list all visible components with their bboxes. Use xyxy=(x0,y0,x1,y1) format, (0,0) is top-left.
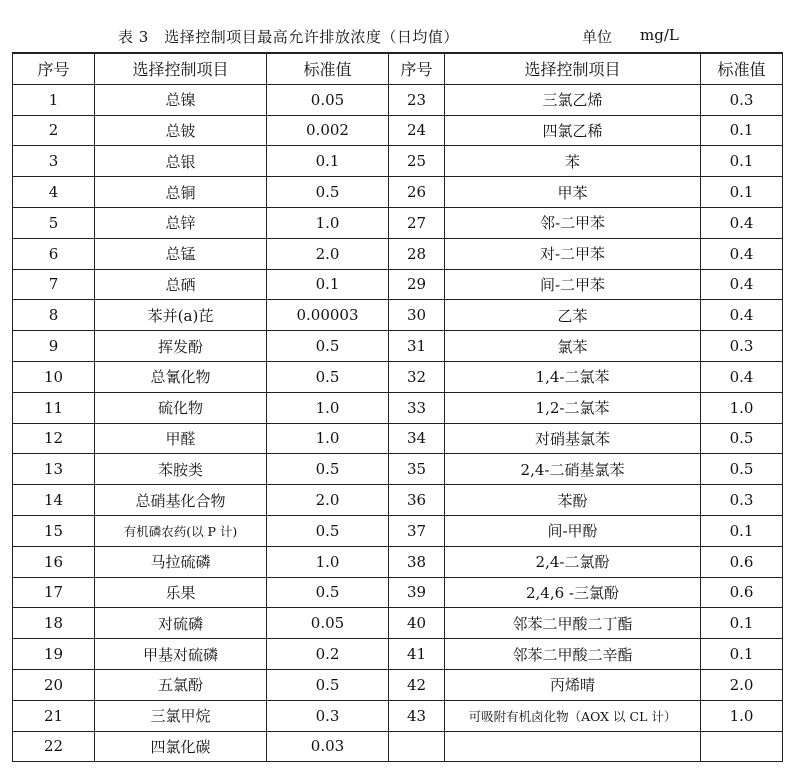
left-item-cell: 总硝基化合物 xyxy=(95,485,267,516)
left-item-cell: 总镍 xyxy=(95,84,267,115)
table-row xyxy=(13,639,783,670)
right-value-cell: 1.0 xyxy=(701,700,783,731)
table-row xyxy=(13,238,783,269)
header-item-right: 选择控制项目 xyxy=(445,53,701,84)
left-value-cell: 2.0 xyxy=(267,485,389,516)
header-no-left: 序号 xyxy=(13,53,95,84)
left-value-cell: 0.1 xyxy=(267,146,389,177)
left-item-cell: 苯胺类 xyxy=(95,454,267,485)
right-item-cell: 苯酚 xyxy=(445,485,701,516)
right-item-cell: 1,4-二氯苯 xyxy=(445,361,701,392)
left-no-cell: 10 xyxy=(13,361,95,392)
header-item-left: 选择控制项目 xyxy=(95,53,267,84)
header-row xyxy=(13,53,783,84)
right-item-cell: 间-甲酚 xyxy=(445,515,701,546)
left-item-cell: 对硫磷 xyxy=(95,608,267,639)
table-row xyxy=(13,84,783,115)
left-value-cell: 0.03 xyxy=(267,731,389,762)
left-item-cell: 总硒 xyxy=(95,269,267,300)
right-item-cell: 氯苯 xyxy=(445,331,701,362)
table-row xyxy=(13,146,783,177)
right-value-cell: 0.1 xyxy=(701,115,783,146)
right-no-cell: 31 xyxy=(389,331,445,362)
left-no-cell: 18 xyxy=(13,608,95,639)
left-value-cell: 0.5 xyxy=(267,454,389,485)
right-no-cell: 30 xyxy=(389,300,445,331)
left-no-cell: 14 xyxy=(13,485,95,516)
left-no-cell: 1 xyxy=(13,84,95,115)
left-no-cell: 15 xyxy=(13,515,95,546)
left-value-cell: 2.0 xyxy=(267,238,389,269)
right-item-cell: 乙苯 xyxy=(445,300,701,331)
right-value-cell: 0.1 xyxy=(701,177,783,208)
right-item-cell: 可吸附有机卤化物（AOX 以 CL 计） xyxy=(445,700,701,731)
left-value-cell: 1.0 xyxy=(267,392,389,423)
table-row xyxy=(13,546,783,577)
right-item-cell: 甲苯 xyxy=(445,177,701,208)
left-value-cell: 1.0 xyxy=(267,546,389,577)
table-caption xyxy=(0,22,800,50)
left-value-cell: 0.5 xyxy=(267,515,389,546)
left-no-cell: 21 xyxy=(13,700,95,731)
left-no-cell: 22 xyxy=(13,731,95,762)
table-row xyxy=(13,300,783,331)
left-no-cell: 19 xyxy=(13,639,95,670)
left-item-cell: 总锰 xyxy=(95,238,267,269)
left-item-cell: 有机磷农药(以 P 计) xyxy=(95,515,267,546)
left-item-cell: 总铜 xyxy=(95,177,267,208)
table-row xyxy=(13,731,783,762)
right-no-cell: 32 xyxy=(389,361,445,392)
header-value-right: 标准值 xyxy=(701,53,783,84)
right-value-cell: 0.3 xyxy=(701,485,783,516)
right-no-cell: 26 xyxy=(389,177,445,208)
right-no-cell: 25 xyxy=(389,146,445,177)
right-item-cell: 1,2-二氯苯 xyxy=(445,392,701,423)
right-no-cell: 29 xyxy=(389,269,445,300)
left-item-cell: 四氯化碳 xyxy=(95,731,267,762)
left-no-cell: 6 xyxy=(13,238,95,269)
left-item-cell: 甲醛 xyxy=(95,423,267,454)
left-item-cell: 硫化物 xyxy=(95,392,267,423)
table-row xyxy=(13,700,783,731)
table-title: 表 3 选择控制项目最高允许排放浓度（日均值） xyxy=(118,28,459,46)
right-value-cell: 0.1 xyxy=(701,146,783,177)
left-no-cell: 5 xyxy=(13,207,95,238)
table-row xyxy=(13,331,783,362)
right-item-cell: 四氯乙稀 xyxy=(445,115,701,146)
left-item-cell: 总锌 xyxy=(95,207,267,238)
right-value-cell: 0.1 xyxy=(701,515,783,546)
right-value-cell: 0.3 xyxy=(701,84,783,115)
right-value-cell: 0.1 xyxy=(701,608,783,639)
right-no-cell: 43 xyxy=(389,700,445,731)
right-value-cell xyxy=(701,731,783,762)
right-no-cell: 27 xyxy=(389,207,445,238)
right-value-cell: 0.5 xyxy=(701,423,783,454)
right-item-cell: 邻-二甲苯 xyxy=(445,207,701,238)
right-item-cell: 对硝基氯苯 xyxy=(445,423,701,454)
left-value-cell: 0.1 xyxy=(267,269,389,300)
right-no-cell: 23 xyxy=(389,84,445,115)
right-value-cell: 2.0 xyxy=(701,669,783,700)
table-row xyxy=(13,423,783,454)
right-value-cell: 0.6 xyxy=(701,577,783,608)
table-row xyxy=(13,454,783,485)
left-no-cell: 11 xyxy=(13,392,95,423)
header-value-left: 标准值 xyxy=(267,53,389,84)
left-item-cell: 乐果 xyxy=(95,577,267,608)
right-value-cell: 0.4 xyxy=(701,207,783,238)
left-no-cell: 13 xyxy=(13,454,95,485)
right-item-cell: 2,4-二硝基氯苯 xyxy=(445,454,701,485)
right-value-cell: 0.1 xyxy=(701,639,783,670)
table-row xyxy=(13,177,783,208)
right-no-cell: 33 xyxy=(389,392,445,423)
right-no-cell: 37 xyxy=(389,515,445,546)
table-row xyxy=(13,115,783,146)
left-no-cell: 17 xyxy=(13,577,95,608)
left-no-cell: 20 xyxy=(13,669,95,700)
right-no-cell: 42 xyxy=(389,669,445,700)
table-row xyxy=(13,485,783,516)
right-value-cell: 0.4 xyxy=(701,300,783,331)
left-value-cell: 0.5 xyxy=(267,331,389,362)
emission-limits-table xyxy=(12,52,783,762)
right-value-cell: 0.4 xyxy=(701,269,783,300)
left-item-cell: 总氰化物 xyxy=(95,361,267,392)
right-no-cell: 39 xyxy=(389,577,445,608)
right-no-cell: 34 xyxy=(389,423,445,454)
left-value-cell: 0.05 xyxy=(267,608,389,639)
right-item-cell: 2,4-二氯酚 xyxy=(445,546,701,577)
left-value-cell: 1.0 xyxy=(267,207,389,238)
right-no-cell xyxy=(389,731,445,762)
left-value-cell: 1.0 xyxy=(267,423,389,454)
left-value-cell: 0.5 xyxy=(267,669,389,700)
left-no-cell: 2 xyxy=(13,115,95,146)
unit-label: 单位 xyxy=(582,28,613,46)
right-no-cell: 28 xyxy=(389,238,445,269)
right-item-cell: 间-二甲苯 xyxy=(445,269,701,300)
right-value-cell: 0.5 xyxy=(701,454,783,485)
right-item-cell: 丙烯晴 xyxy=(445,669,701,700)
left-value-cell: 0.05 xyxy=(267,84,389,115)
table-row xyxy=(13,361,783,392)
left-value-cell: 0.5 xyxy=(267,361,389,392)
right-no-cell: 40 xyxy=(389,608,445,639)
right-item-cell xyxy=(445,731,701,762)
right-item-cell: 邻苯二甲酸二丁酯 xyxy=(445,608,701,639)
table-row xyxy=(13,515,783,546)
right-item-cell: 苯 xyxy=(445,146,701,177)
left-item-cell: 甲基对硫磷 xyxy=(95,639,267,670)
left-value-cell: 0.002 xyxy=(267,115,389,146)
right-value-cell: 1.0 xyxy=(701,392,783,423)
left-no-cell: 9 xyxy=(13,331,95,362)
left-value-cell: 0.00003 xyxy=(267,300,389,331)
left-value-cell: 0.2 xyxy=(267,639,389,670)
right-value-cell: 0.4 xyxy=(701,238,783,269)
table-row xyxy=(13,669,783,700)
right-item-cell: 邻苯二甲酸二辛酯 xyxy=(445,639,701,670)
left-value-cell: 0.3 xyxy=(267,700,389,731)
left-no-cell: 4 xyxy=(13,177,95,208)
left-no-cell: 16 xyxy=(13,546,95,577)
left-no-cell: 8 xyxy=(13,300,95,331)
left-no-cell: 3 xyxy=(13,146,95,177)
right-value-cell: 0.4 xyxy=(701,361,783,392)
left-item-cell: 挥发酚 xyxy=(95,331,267,362)
left-item-cell: 总银 xyxy=(95,146,267,177)
right-item-cell: 三氯乙烯 xyxy=(445,84,701,115)
left-item-cell: 苯并(a)芘 xyxy=(95,300,267,331)
unit-value: mg/L xyxy=(640,26,679,44)
right-item-cell: 对-二甲苯 xyxy=(445,238,701,269)
table-row xyxy=(13,608,783,639)
left-no-cell: 7 xyxy=(13,269,95,300)
table-row xyxy=(13,577,783,608)
right-no-cell: 24 xyxy=(389,115,445,146)
right-value-cell: 0.3 xyxy=(701,331,783,362)
left-item-cell: 五氯酚 xyxy=(95,669,267,700)
left-item-cell: 总铍 xyxy=(95,115,267,146)
left-value-cell: 0.5 xyxy=(267,577,389,608)
table-body xyxy=(13,84,783,762)
header-no-right: 序号 xyxy=(389,53,445,84)
right-no-cell: 38 xyxy=(389,546,445,577)
right-item-cell: 2,4,6 -三氯酚 xyxy=(445,577,701,608)
left-item-cell: 三氯甲烷 xyxy=(95,700,267,731)
left-value-cell: 0.5 xyxy=(267,177,389,208)
right-no-cell: 41 xyxy=(389,639,445,670)
right-no-cell: 36 xyxy=(389,485,445,516)
table-row xyxy=(13,207,783,238)
left-no-cell: 12 xyxy=(13,423,95,454)
right-no-cell: 35 xyxy=(389,454,445,485)
left-item-cell: 马拉硫磷 xyxy=(95,546,267,577)
table-row xyxy=(13,392,783,423)
table-row xyxy=(13,269,783,300)
right-value-cell: 0.6 xyxy=(701,546,783,577)
